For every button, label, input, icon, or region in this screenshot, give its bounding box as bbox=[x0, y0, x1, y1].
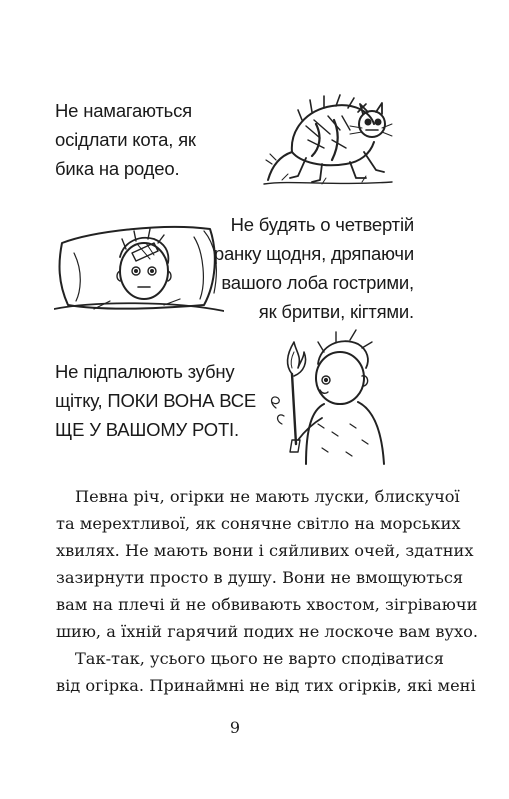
page-number: 9 bbox=[229, 718, 241, 737]
caption-line: як бритви, кігтями. bbox=[258, 301, 414, 322]
text-line: зазирнути просто в душу. Вони не вмощуються bbox=[56, 568, 464, 587]
text-line: шию, а їхній гарячий подих не лоскоче вам вухо. bbox=[56, 622, 478, 641]
caption-line: бика на родео. bbox=[55, 158, 180, 179]
text-line: Так-так, усього цього не варто сподіватися bbox=[75, 649, 444, 668]
angry-cat-illustration bbox=[262, 90, 394, 190]
caption-line: вашого лоба гострими, bbox=[221, 272, 414, 293]
text-line: від огірка. Принаймні не від тих огірків, які мені bbox=[56, 676, 476, 695]
caption-line: ЩЕ У ВАШОМУ РОТІ. bbox=[55, 419, 239, 440]
text-line: хвилях. Не мають вони і сяйливих очей, здатних bbox=[56, 541, 474, 560]
caption-line: осідлати кота, як bbox=[55, 129, 196, 150]
boy-in-bed-illustration bbox=[54, 213, 224, 317]
text-line: вам на плечі й не обвивають хвостом, зігріваючи bbox=[56, 595, 478, 614]
caption-line: ранку щодня, дряпаючи bbox=[213, 243, 414, 264]
caption-line: Не підпалюють зубну bbox=[55, 361, 235, 382]
caption-line: щітку, ПОКИ ВОНА ВСЕ bbox=[55, 390, 257, 411]
bed-caption bbox=[214, 210, 414, 326]
text-line: Певна річ, огірки не мають луски, блискучої bbox=[75, 487, 460, 506]
text-line: та мерехтливої, як сонячне світло на морських bbox=[56, 514, 461, 533]
body-text bbox=[56, 483, 478, 699]
boy-with-burning-toothbrush-illustration bbox=[262, 328, 392, 468]
toothbrush-caption bbox=[55, 357, 256, 444]
caption-line: Не будять о четвертій bbox=[230, 214, 414, 235]
caption-line: Не намагаються bbox=[55, 100, 192, 121]
cat-caption bbox=[55, 96, 196, 183]
